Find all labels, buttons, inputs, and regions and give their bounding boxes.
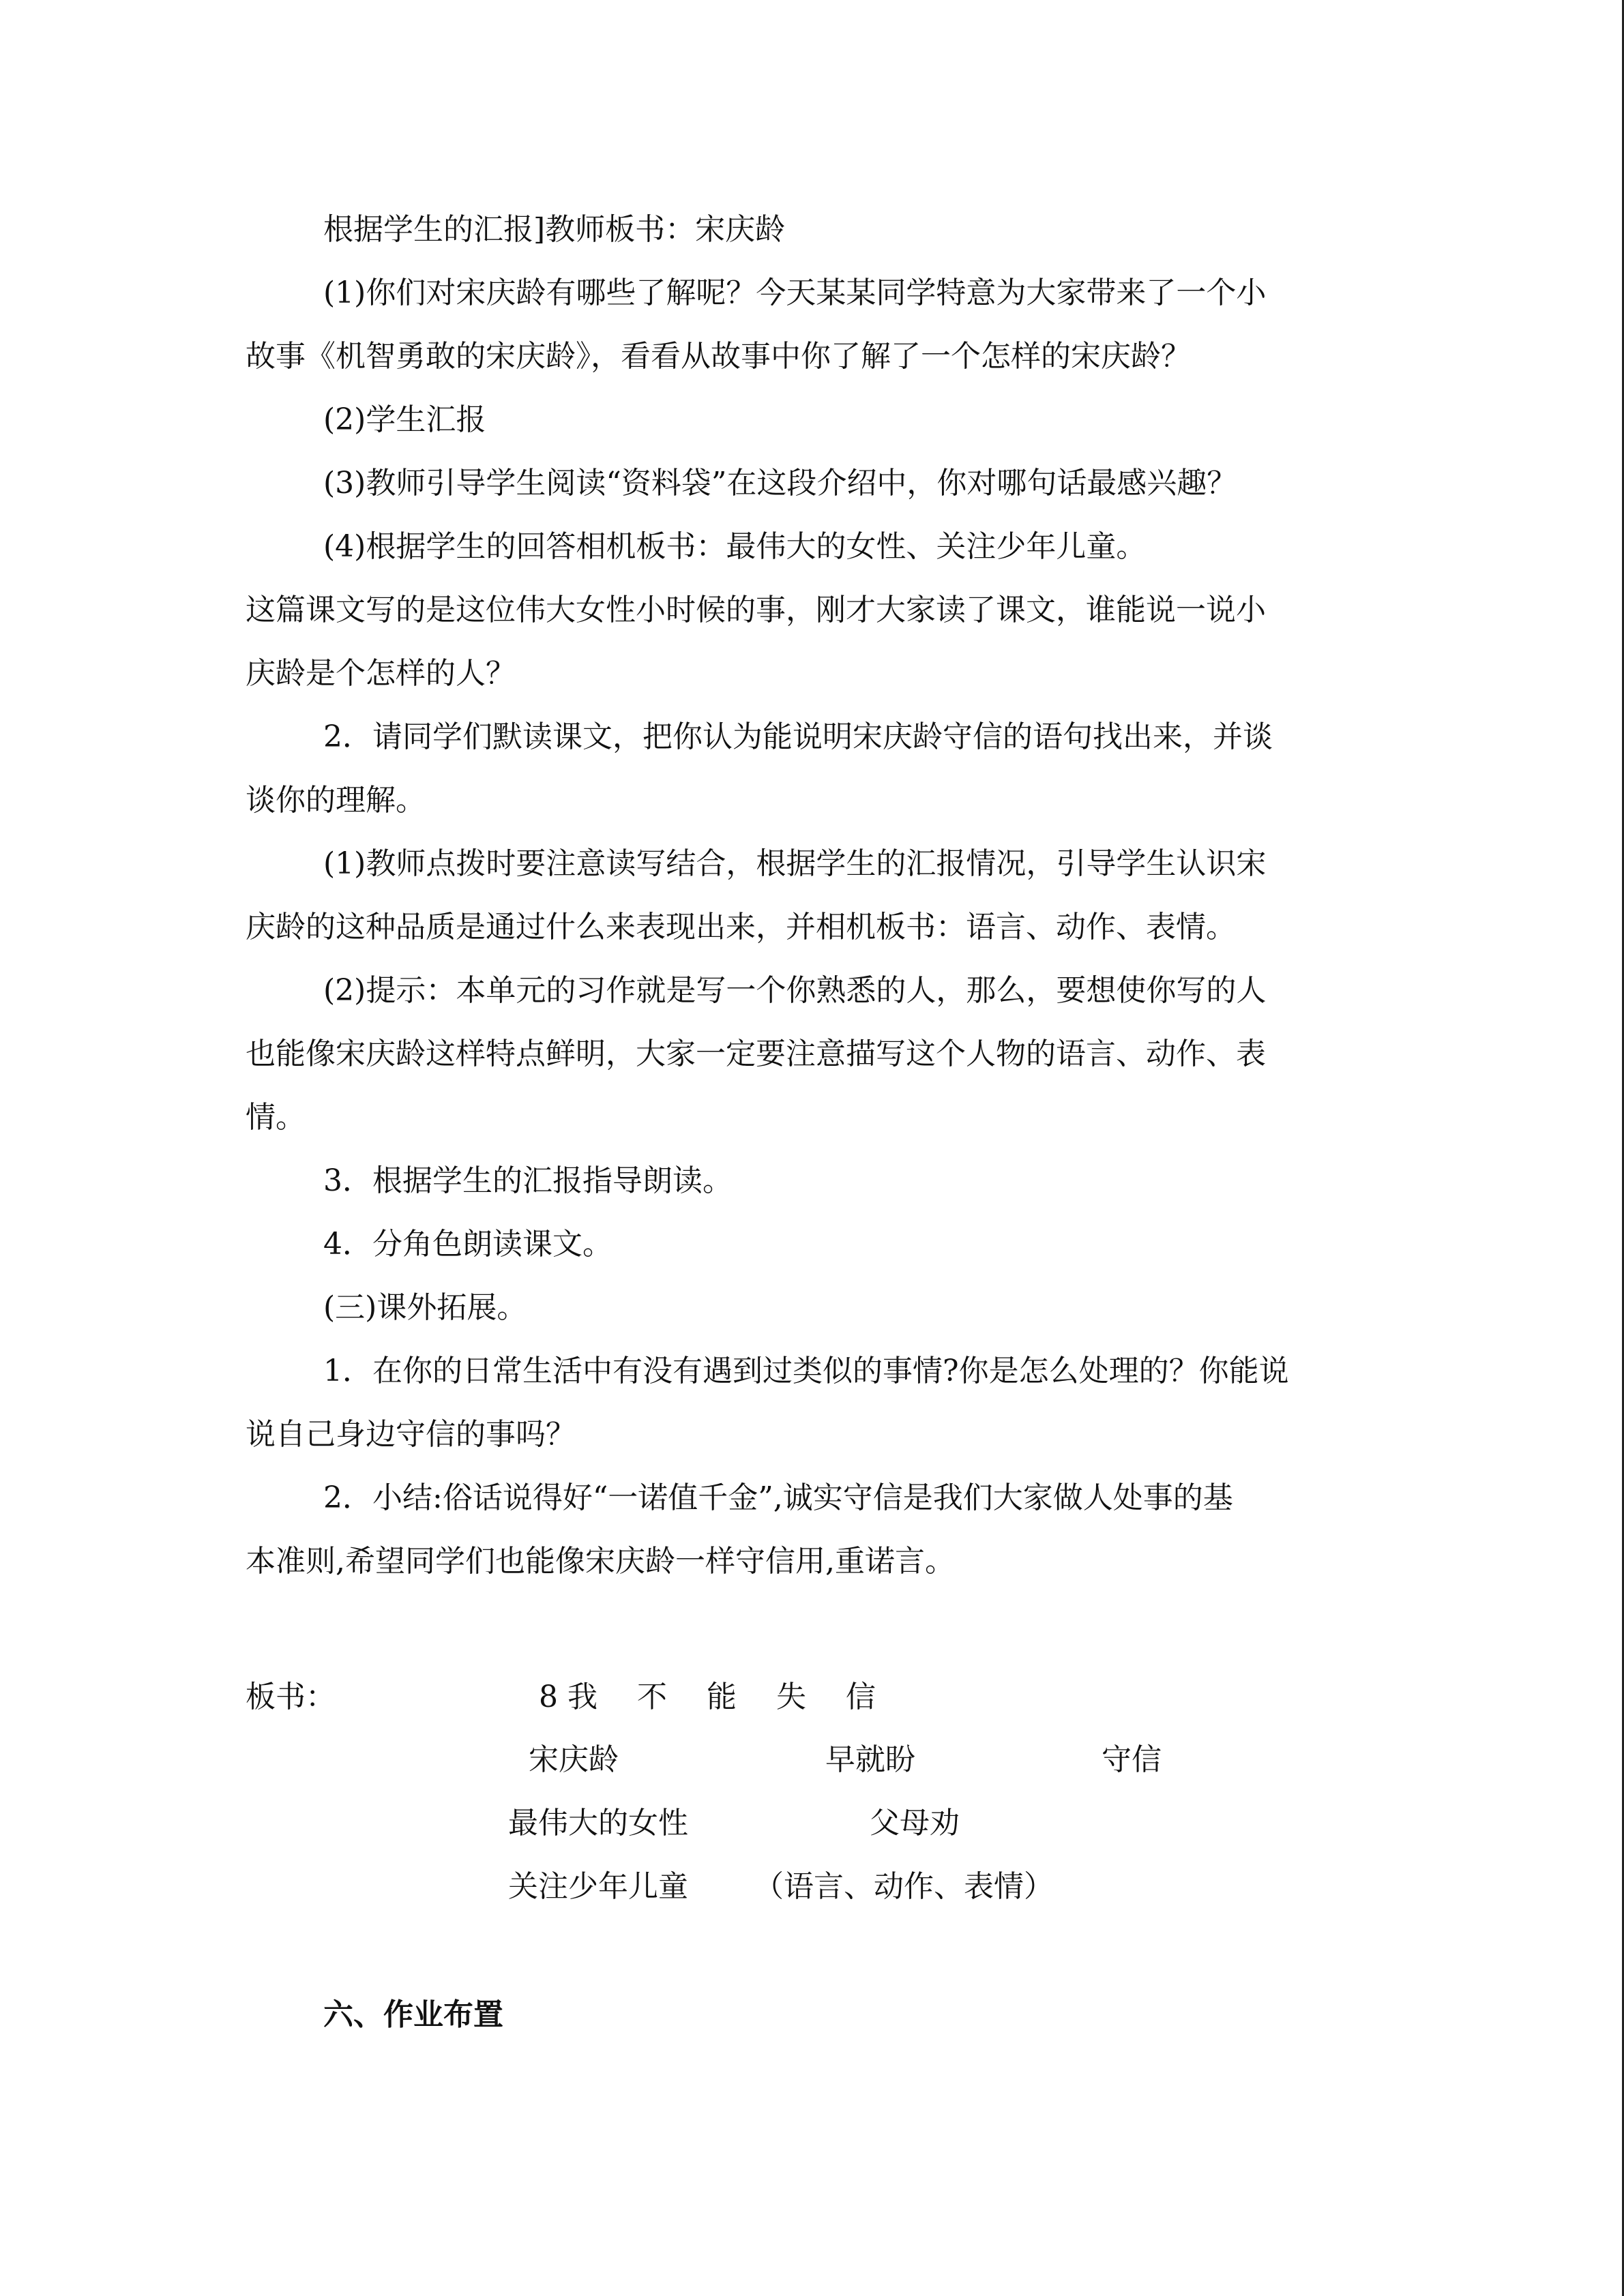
board-label: 板书： — [246, 1680, 336, 1714]
paragraph-line: 1．在你的日常生活中有没有遇到过类似的事情?你是怎么处理的？你能说 — [323, 1354, 1289, 1388]
paragraph-line: (1)你们对宋庆龄有哪些了解呢？今天某某同学特意为大家带来了一个小 — [323, 275, 1267, 310]
paragraph-line: (2)学生汇报 — [323, 402, 486, 437]
paragraph-line: 谈你的理解。 — [246, 783, 426, 818]
board-item: 宋庆龄 — [529, 1742, 619, 1777]
paragraph-line: 4．分角色朗读课文。 — [323, 1227, 612, 1262]
board-item: 最伟大的女性 — [508, 1806, 688, 1840]
paragraph-line: 2．小结:俗话说得好“一诺值千金”,诚实守信是我们大家做人处事的基 — [323, 1480, 1233, 1515]
paragraph-line: (1)教师点拨时要注意读写结合，根据学生的汇报情况，引导学生认识宋 — [323, 846, 1267, 881]
board-item: （语言、动作、表情） — [754, 1869, 1054, 1904]
board-item: 父母劝 — [870, 1806, 960, 1840]
paragraph-line: (4)根据学生的回答相机板书：最伟大的女性、关注少年儿童。 — [323, 529, 1147, 564]
paragraph-line: (2)提示：本单元的习作就是写一个你熟悉的人，那么，要想使你写的人 — [323, 973, 1267, 1008]
paragraph-line: 也能像宋庆龄这样特点鲜明，大家一定要注意描写这个人物的语言、动作、表 — [246, 1037, 1266, 1071]
paragraph-line: (三)课外拓展。 — [323, 1290, 527, 1325]
paragraph-line: 本准则,希望同学们也能像宋庆龄一样守信用,重诺言。 — [246, 1544, 955, 1579]
paragraph-line: 3．根据学生的汇报指导朗读。 — [323, 1163, 733, 1198]
paragraph-line: 情。 — [246, 1100, 306, 1135]
board-title: 8 我 不 能 失 信 — [539, 1680, 876, 1714]
paragraph-line: 说自己身边守信的事吗？ — [246, 1417, 576, 1452]
section-heading: 六、作业布置 — [323, 1997, 503, 2032]
paragraph-line: 根据学生的汇报]教师板书：宋庆龄 — [323, 212, 786, 247]
paragraph-line: 庆龄的这种品质是通过什么来表现出来，并相机板书：语言、动作、表情。 — [246, 910, 1236, 944]
paragraph-line: 故事《机智勇敢的宋庆龄》，看看从故事中你了解了一个怎样的宋庆龄？ — [246, 339, 1191, 374]
paragraph-line: 这篇课文写的是这位伟大女性小时候的事，刚才大家读了课文，谁能说一说小 — [246, 593, 1266, 627]
board-item: 守信 — [1102, 1742, 1162, 1777]
paragraph-line: 2．请同学们默读课文，把你认为能说明宋庆龄守信的语句找出来，并谈 — [323, 719, 1273, 754]
paragraph-line: (3)教师引导学生阅读“资料袋”在这段介绍中，你对哪句话最感兴趣？ — [323, 466, 1237, 501]
board-item: 关注少年儿童 — [508, 1869, 688, 1904]
paragraph-line: 庆龄是个怎样的人？ — [246, 656, 516, 691]
board-item: 早就盼 — [825, 1742, 915, 1777]
